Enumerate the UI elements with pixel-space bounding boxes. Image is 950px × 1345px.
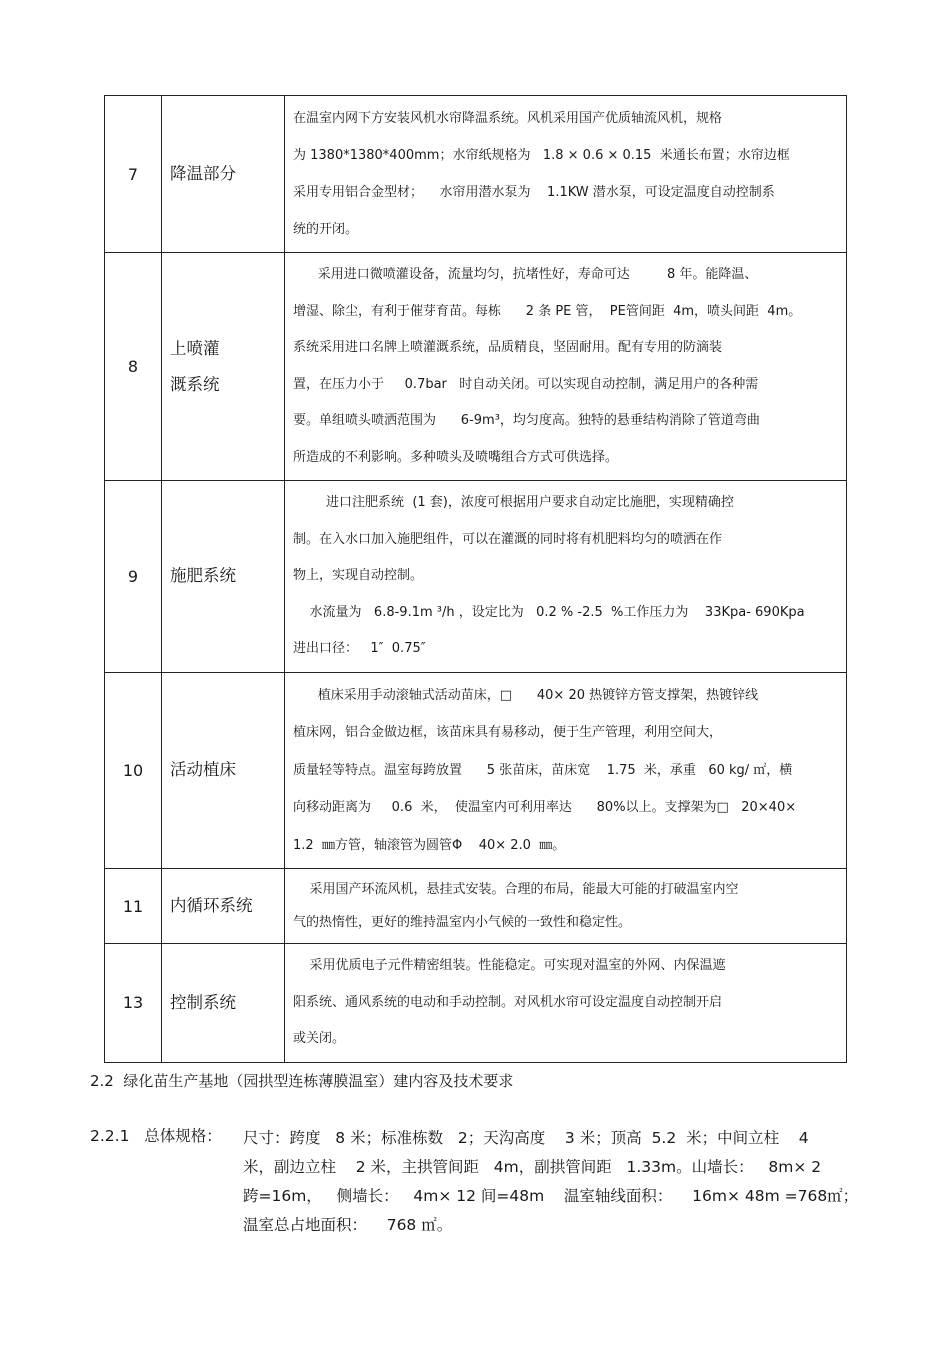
- description-line: 质量轻等特点。温室每跨放置 5 张苗床，苗床宽 1.75 米，承重 60 kg/ ㎡，横: [293, 762, 793, 778]
- table-row: [105, 481, 847, 673]
- table-row: [105, 253, 847, 481]
- row-number: 11: [105, 869, 162, 944]
- table-row: [105, 672, 847, 869]
- description-line: 置，在压力小于 0.7bar 时自动关闭。可以实现自动控制，满足用户的各种需: [293, 376, 759, 392]
- overall-spec-line: 尺寸：跨度 8 米；标准栋数 2；天沟高度 3 米；顶高 5.2 米；中间立柱 4: [243, 1129, 809, 1147]
- description-line: 所造成的不利影响。多种喷头及喷嘴组合方式可供选择。: [293, 449, 619, 465]
- spec-table: [104, 95, 847, 1063]
- row-name-line: 上喷灌: [170, 338, 220, 358]
- row-name-line: 活动植床: [170, 760, 236, 780]
- description-line: 在温室内网下方安装风机水帘降温系统。风机采用国产优质轴流风机，规格: [293, 111, 723, 126]
- row-name: [162, 944, 285, 1063]
- description-line: 制。在入水口加入施肥组件，可以在灌溉的同时将有机肥料均匀的喷洒在作: [293, 531, 723, 547]
- row-name-line: 控制系统: [170, 992, 236, 1012]
- description-line: 系统采用进口名牌上喷灌溉系统，品质精良，坚固耐用。配有专用的防滴装: [293, 340, 723, 355]
- description-line: 或关闭。: [293, 1031, 346, 1046]
- row-name-line: 施肥系统: [170, 566, 236, 586]
- description-line: 1.2 ㎜方管，轴滚管为圆管Φ 40× 2.0 ㎜。: [293, 837, 566, 853]
- description-line: 植床网，铝合金做边框，该苗床具有易移动，便于生产管理，利用空间大，: [293, 725, 723, 740]
- row-number: 7: [105, 96, 162, 253]
- description-line: 植床采用手动滚轴式活动苗床，□ 40× 20 热镀锌方管支撑架，热镀锌线: [293, 687, 759, 703]
- row-description: [285, 96, 847, 253]
- row-description: [285, 944, 847, 1063]
- description-line: 要。单组喷头喷洒范围为 6-9m³，均匀度高。独特的悬垂结构消除了管道弯曲: [293, 413, 760, 428]
- overall-spec-line: 跨=16m， 侧墙长： 4m× 12 间=48m 温室轴线面积： 16m× 48m =768㎡；: [243, 1187, 859, 1205]
- table-row: [105, 96, 847, 253]
- description-line: 为 1380*1380*400mm；水帘纸规格为 1.8 × 0.6 × 0.15 米通长布置；水帘边框: [293, 148, 790, 163]
- description-line: 进口注肥系统 (1 套)，浓度可根据用户要求自动定比施肥，实现精确控: [293, 495, 734, 510]
- row-name: [162, 96, 285, 253]
- row-number: 9: [105, 481, 162, 673]
- row-name: [162, 869, 285, 944]
- description-line: 物上，实现自动控制。: [293, 568, 424, 583]
- row-description: [285, 481, 847, 673]
- row-number: 10: [105, 672, 162, 869]
- row-name: [162, 672, 285, 869]
- row-name-line: 内循环系统: [170, 896, 253, 915]
- description-line: 增湿、除尘，有利于催芽育苗。每栋 2 条 PE 管， PE管间距 4m，喷头间距 4m。: [293, 303, 802, 319]
- description-line: 气的热惰性，更好的维持温室内小气候的一致性和稳定性。: [293, 915, 632, 930]
- overall-spec-body: [243, 1124, 873, 1240]
- overall-spec-line: 米，副边立柱 2 米，主拱管间距 4m，副拱管间距 1.33m。山墙长： 8m× 2: [243, 1158, 822, 1176]
- row-name-line: 溉系统: [170, 374, 220, 394]
- table-row: [105, 944, 847, 1063]
- description-line: 阳系统、通风系统的电动和手动控制。对风机水帘可设定温度自动控制开启: [293, 994, 723, 1010]
- section-heading: 2.2 绿化苗生产基地（园拱型连栋薄膜温室）建内容及技术要求: [90, 1072, 514, 1090]
- overall-spec-line: 温室总占地面积： 768 ㎡。: [243, 1216, 453, 1234]
- row-number: 13: [105, 944, 162, 1063]
- row-description: [285, 869, 847, 944]
- row-name: [162, 253, 285, 481]
- row-number: 8: [105, 253, 162, 481]
- description-line: 进出口径： 1″ 0.75″: [293, 641, 426, 656]
- description-line: 向移动距离为 0.6 米， 使温室内可利用率达 80%以上。支撑架为□ 20×40×: [293, 800, 797, 815]
- row-description: [285, 253, 847, 481]
- overall-spec-label: 2.2.1 总体规格：: [90, 1127, 222, 1145]
- description-line: 水流量为 6.8-9.1m ³/h ，设定比为 0.2 % -2.5 %工作压力为 33Kpa- 690Kpa: [293, 604, 805, 620]
- description-line: 统的开闭。: [293, 222, 359, 237]
- row-name-line: 降温部分: [170, 164, 236, 183]
- table-row: [105, 869, 847, 944]
- description-line: 采用专用铝合金型材； 水帘用潜水泵为 1.1KW 潜水泵，可设定温度自动控制系: [293, 185, 775, 200]
- description-line: 采用进口微喷灌设备，流量均匀，抗堵性好，寿命可达 8 年。能降温、: [293, 267, 758, 282]
- description-line: 采用优质电子元件精密组装。性能稳定。可实现对温室的外网、内保温遮: [293, 958, 726, 973]
- row-name: [162, 481, 285, 673]
- row-description: [285, 672, 847, 869]
- description-line: 采用国产环流风机，悬挂式安装。合理的布局，能最大可能的打破温室内空: [293, 882, 739, 897]
